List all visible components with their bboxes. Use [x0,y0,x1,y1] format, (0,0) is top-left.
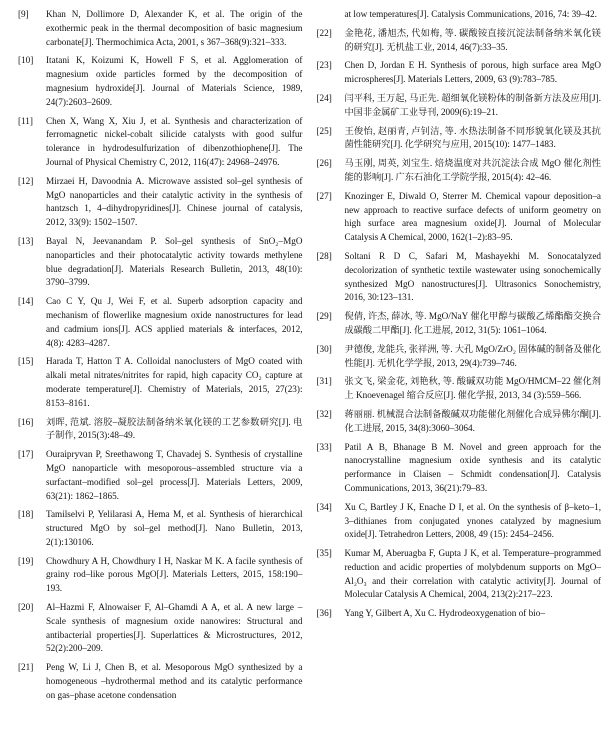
reference-text: Xu C, Bartley J K, Enache D I, et al. On the synthesis of β–keto–1, 3–dithianes from conjugated ynones catalyzed by magnesium oxide[J]. Tetrahedron Letters, 2008, 49 (15): 2454–2456. [344,501,601,540]
reference-number: [31] [316,376,332,387]
reference-entry [317,8,602,22]
reference-entry [317,547,602,602]
reference-text: 尹德俊, 龙能兵, 张祥洲, 等. 大孔 MgO/ZrO₂ 固体碱的制备及催化性能[J]. 无机化学学报, 2013, 29(4):739–746. [344,343,601,368]
reference-number: [29] [316,311,332,322]
reference-number: [23] [316,60,332,71]
reference-text: Mirzaei H, Davoodnia A. Microwave assisted sol–gel synthesis of MgO nanoparticles and their catalytic activity in the synthesis of hantzsch 1, 4–dihydropyridines[J]. Chinese journal of catalysis, 2012, 33(9): 1502–1507. [46,175,303,228]
reference-entry [317,501,602,542]
reference-number: [30] [316,343,332,354]
reference-number: [21] [18,662,34,673]
reference-entry [18,448,303,503]
reference-text: Itatani K, Koizumi K, Howell F S, et al. Agglomeration of magnesium oxide particles formed by the decomposition of magnesium hydroxide[J]. Journal of Materials Science, 1989, 24(7):2603–2609. [46,55,303,107]
reference-number: [18] [18,509,34,520]
reference-number: [34] [316,501,332,512]
reference-entry [18,295,303,350]
reference-entry [317,250,602,305]
reference-text: Patil A B, Bhanage B M. Novel and green approach for the nanocrystalline magnesium oxide synthesis and its catalytic performance in Claisen – Schmidt condensation[J]. Catalysis Communications, 2013, 36(21):79–83. [344,441,601,493]
reference-number: [16] [18,416,34,427]
reference-entry [317,441,602,496]
reference-text: Harada T, Hatton T A. Colloidal nanoclusters of MgO coated with alkali metal nitrates/nitrites for rapid, high capacity CO₂ capture at moderate temperature[J]. Chemistry of Materials, 2015, 27(23): 8153–8161. [46,356,303,408]
reference-number: [26] [316,158,332,169]
reference-number: [11] [18,115,33,126]
reference-entry [317,92,602,120]
reference-number: [22] [316,27,332,38]
reference-text: 王俊怡, 赵丽青, 卢钊洁, 等. 水热法制备不同形貌氧化镁及其抗菌性能研究[J]. 化学研究与应用, 2015(10): 1477–1483. [344,125,601,150]
reference-entry [317,310,602,338]
reference-entry [18,416,303,444]
reference-entry [317,157,602,185]
reference-entry [18,235,303,290]
reference-text: Cao C Y, Qu J, Wei F, et al. Superb adsorption capacity and mechanism of flowerlike magnesium oxide nanostructures for lead and cadmium ions[J]. ACS applied materials & interfaces, 2012, 4(8): 4283–4287. [46,296,303,348]
reference-number: [24] [316,92,332,103]
reference-number: [12] [18,175,34,186]
reference-number: [10] [18,55,34,66]
reference-entry [317,59,602,87]
reference-entry [18,661,303,702]
reference-text: Khan N, Dollimore D, Alexander K, et al. The origin of the exothermic peak in the thermal decomposition of basic magnesium carbonate[J]. Thermochimica Acta, 2001, s 367–368(9):321–333. [46,9,303,47]
reference-text: 张文飞, 梁金花, 刘艳秋, 等. 酸碱双功能 MgO/HMCM–22 催化剂上 Knoevenagel 缩合反应[J]. 催化学报, 2013, 34 (3):559–566. [344,376,601,401]
reference-number: [27] [316,190,332,201]
reference-text: 倪倩, 许杰, 薛冰, 等. MgO/NaY 催化甲醇与碳酸乙烯酯酯交换合成碳酸二甲酯[J]. 化工进展, 2012, 31(5): 1061–1064. [344,311,601,335]
reference-entry [317,190,602,245]
reference-number [317,8,345,22]
reference-text: 刘晖, 范斌. 溶胶–凝胶法制备纳米氧化镁的工艺参数研究[J]. 电子制作, 2015(3):48–49. [46,416,303,441]
right-column [317,8,602,732]
reference-text: Soltani R D C, Safari M, Mashayekhi M. Sonocatalyzed decolorization of synthetic textile wastewater using sonochemically synthesized MgO nanostructures[J]. Ultrasonics Sonochemistry, 2016, 30:123–131. [344,250,601,303]
reference-text: Al–Hazmi F, Alnowaiser F, Al–Ghamdi A A, et al. A new large –Scale synthesis of magnesium oxide nanowires: Structural and antibacterial properties[J]. Superlattices & Microstructures, 2012, 52(2):200–209. [46,602,303,654]
reference-entry [18,555,303,596]
reference-number: [35] [316,548,332,559]
reference-entry [18,355,303,410]
reference-text: Chowdhury A H, Chowdhury I H, Naskar M K. A facile synthesis of grainy rod–like porous MgO[J]. Materials Letters, 2015, 158:190–193. [46,555,303,594]
reference-text: 闫平科, 王万起, 马正先. 超细氧化镁粉体的制备新方法及应用[J]. 中国非金属矿工业导刊, 2009(6):19–21. [344,92,601,117]
reference-text: Ouraipryvan P, Sreethawong T, Chavadej S. Synthesis of crystalline MgO nanoparticle with mesoporous–assembled structure via a surfactant–modified sol–gel process[J]. Materials Letters, 2009, 63(21): 1862–1865. [46,449,303,501]
reference-number: [14] [18,296,34,307]
reference-number: [13] [18,235,34,246]
reference-text: 马玉刚, 周英, 刘宝生. 焙烧温度对共沉淀法合成 MgO 催化剂性能的影响[J]. 广东石油化工学院学报, 2015(4): 42–46. [344,158,601,182]
reference-text: Peng W, Li J, Chen B, et al. Mesoporous MgO synthesized by a homogeneous –hydrothermal method and its catalytic performance on gas–phase acetone condensation [46,662,303,700]
reference-entry [18,601,303,656]
reference-entry [317,375,602,403]
reference-number: [32] [316,408,332,419]
reference-number: [19] [18,555,34,566]
reference-text: 金艳花, 潘旭杰, 代如梅, 等. 碳酸铵直接沉淀法制备纳米氧化镁的研究[J]. 无机盐工业, 2014, 46(7):33–35. [344,27,601,52]
reference-text: Chen D, Jordan E H. Synthesis of porous, high surface area MgO microspheres[J]. Materials Letters, 2009, 63 (9):783–785. [344,60,601,85]
reference-text: at low temperatures[J]. Catalysis Communications, 2016, 74: 39–42. [344,9,597,19]
left-column [18,8,303,732]
reference-text: Kumar M, Aberuagba F, Gupta J K, et al. Temperature–programmed reduction and acidic properties of molybdenum supports on MgO–Al₂O₃ and their correlation with catalytic activity[J]. Journal of Molecular Catalysis A Chemical, 2004, 213(2):217–223. [344,548,601,600]
reference-entry [317,408,602,436]
reference-number: [36] [316,608,332,619]
reference-text: Chen X, Wang X, Xiu J, et al. Synthesis and characterization of ferromagnetic nickel-cobalt silicide catalysts with good sulfur tolerance in hydrodesulfurization of dibenzothiophene[J]. The Journal of Physical Chemistry C, 2012, 116(47): 24968–24976. [46,115,303,167]
reference-entry [317,27,602,55]
reference-number: [9] [18,9,29,19]
reference-text: 蒋丽丽. 机械混合法制备酸碱双功能催化剂催化合成异佛尔酮[J]. 化工进展, 2015, 34(8):3060–3064. [344,408,601,433]
reference-entry [18,54,303,109]
reference-number: [33] [316,441,332,452]
reference-number: [28] [316,250,332,261]
reference-number: [17] [18,449,34,460]
reference-text: Yang Y, Gilbert A, Xu C. Hydrodeoxygenation of bio– [344,608,545,619]
reference-text: Bayal N, Jeevanandam P. Sol–gel synthesis of SnO₂–MgO nanoparticles and their photocatalytic activity towards methylene blue degradation[J]. Materials Research Bulletin, 2013, 48(10): 3790–3799. [46,235,303,288]
reference-number: [20] [18,602,34,613]
reference-entry [317,607,602,621]
reference-entry [317,343,602,371]
reference-entry [18,115,303,170]
reference-entry [18,8,303,49]
reference-text: Knozinger E, Diwald O, Sterrer M. Chemical vapour deposition–a new approach to reactive surface defects of uniform geometry on high surface area magnesium oxide[J]. Journal of Molecular Catalysis A Chemical, 2000, 162(1–2):83–95. [344,190,601,243]
reference-number: [15] [18,356,34,367]
reference-entry [317,125,602,153]
reference-number: [25] [316,125,332,136]
reference-entry [18,175,303,230]
reference-entry [18,508,303,549]
reference-text: Tamilselvi P, Yelilarasi A, Hema M, et al. Synthesis of hierarchical structured MgO by sol–gel method[J]. Nano Bulletin, 2013, 2(1):130106. [46,509,303,547]
